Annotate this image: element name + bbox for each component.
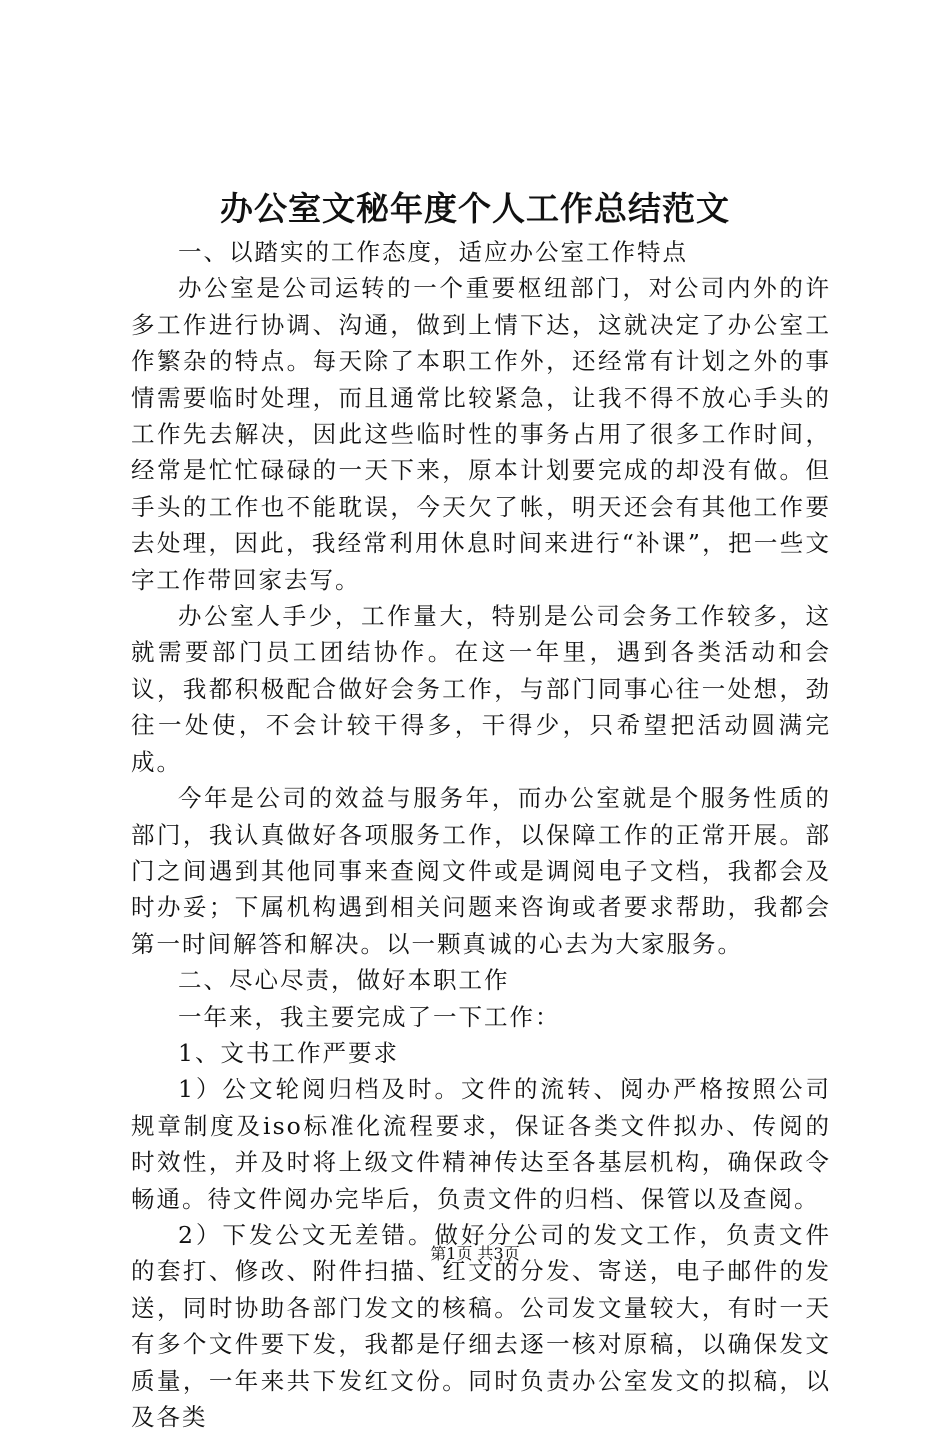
body-paragraph: 一年来，我主要完成了一下工作： bbox=[178, 1002, 561, 1031]
body-paragraph: 今年是公司的效益与服务年，而办公室就是个服务性质的部门，我认真做好各项服务工作，以保障工作的正常开展。部门之间遇到其他同事来查阅文件或是调阅电子文档，我都会及时办妥；下属机构遇到相关问题来咨询或者要求帮助，我都会第一时间解答和解决。以一颗真诚的心去为大家服务。 bbox=[131, 784, 831, 958]
page-number-footer: 第1页 共3页 bbox=[430, 1244, 520, 1263]
body-paragraph: 办公室是公司运转的一个重要枢纽部门，对公司内外的许多工作进行协调、沟通，做到上情下达，这就决定了办公室工作繁杂的特点。每天除了本职工作外，还经常有计划之外的事情需要临时处理，而且通常比较紧急，让我不得不放心手头的工作先去解决，因此这些临时性的事务占用了很多工作时间，经常是忙忙碌碌的一天下来，原本计划要完成的却没有做。但手头的工作也不能耽误，今天欠了帐，明天还会有其他工作要去处理，因此，我经常利用休息时间来进行“补课”，把一些文字工作带回家去写。 bbox=[131, 274, 831, 594]
section-heading: 一、以踏实的工作态度，适应办公室工作特点 bbox=[178, 238, 688, 266]
section-heading: 二、尽心尽责，做好本职工作 bbox=[178, 966, 510, 995]
subsection-heading: 1、文书工作严要求 bbox=[178, 1038, 399, 1067]
document-title: 办公室文秘年度个人工作总结范文 bbox=[220, 189, 730, 228]
body-paragraph: 1）公文轮阅归档及时。文件的流转、阅办严格按照公司规章制度及iso标准化流程要求，保证各类文件拟办、传阅的时效性，并及时将上级文件精神传达至各基层机构，确保政令畅通。待文件阅办完毕后，负责文件的归档、保管以及查阅。 bbox=[131, 1075, 831, 1213]
body-paragraph: 2）下发公文无差错。做好分公司的发文工作，负责文件的套打、修改、附件扫描、红文的分发、寄送，电子邮件的发送，同时协助各部门发文的核稿。公司发文量较大，有时一天有多个文件要下发，我都是仔细去逐一核对原稿，以确保发文质量，一年来共下发红文份。同时负责办公室发文的拟稿，以及各类 bbox=[131, 1220, 831, 1431]
body-paragraph: 办公室人手少，工作量大，特别是公司会务工作较多，这就需要部门员工团结协作。在这一年里，遇到各类活动和会议，我都积极配合做好会务工作，与部门同事心往一处想，劲往一处使，不会计较干得多，干得少，只希望把活动圆满完成。 bbox=[131, 602, 831, 776]
